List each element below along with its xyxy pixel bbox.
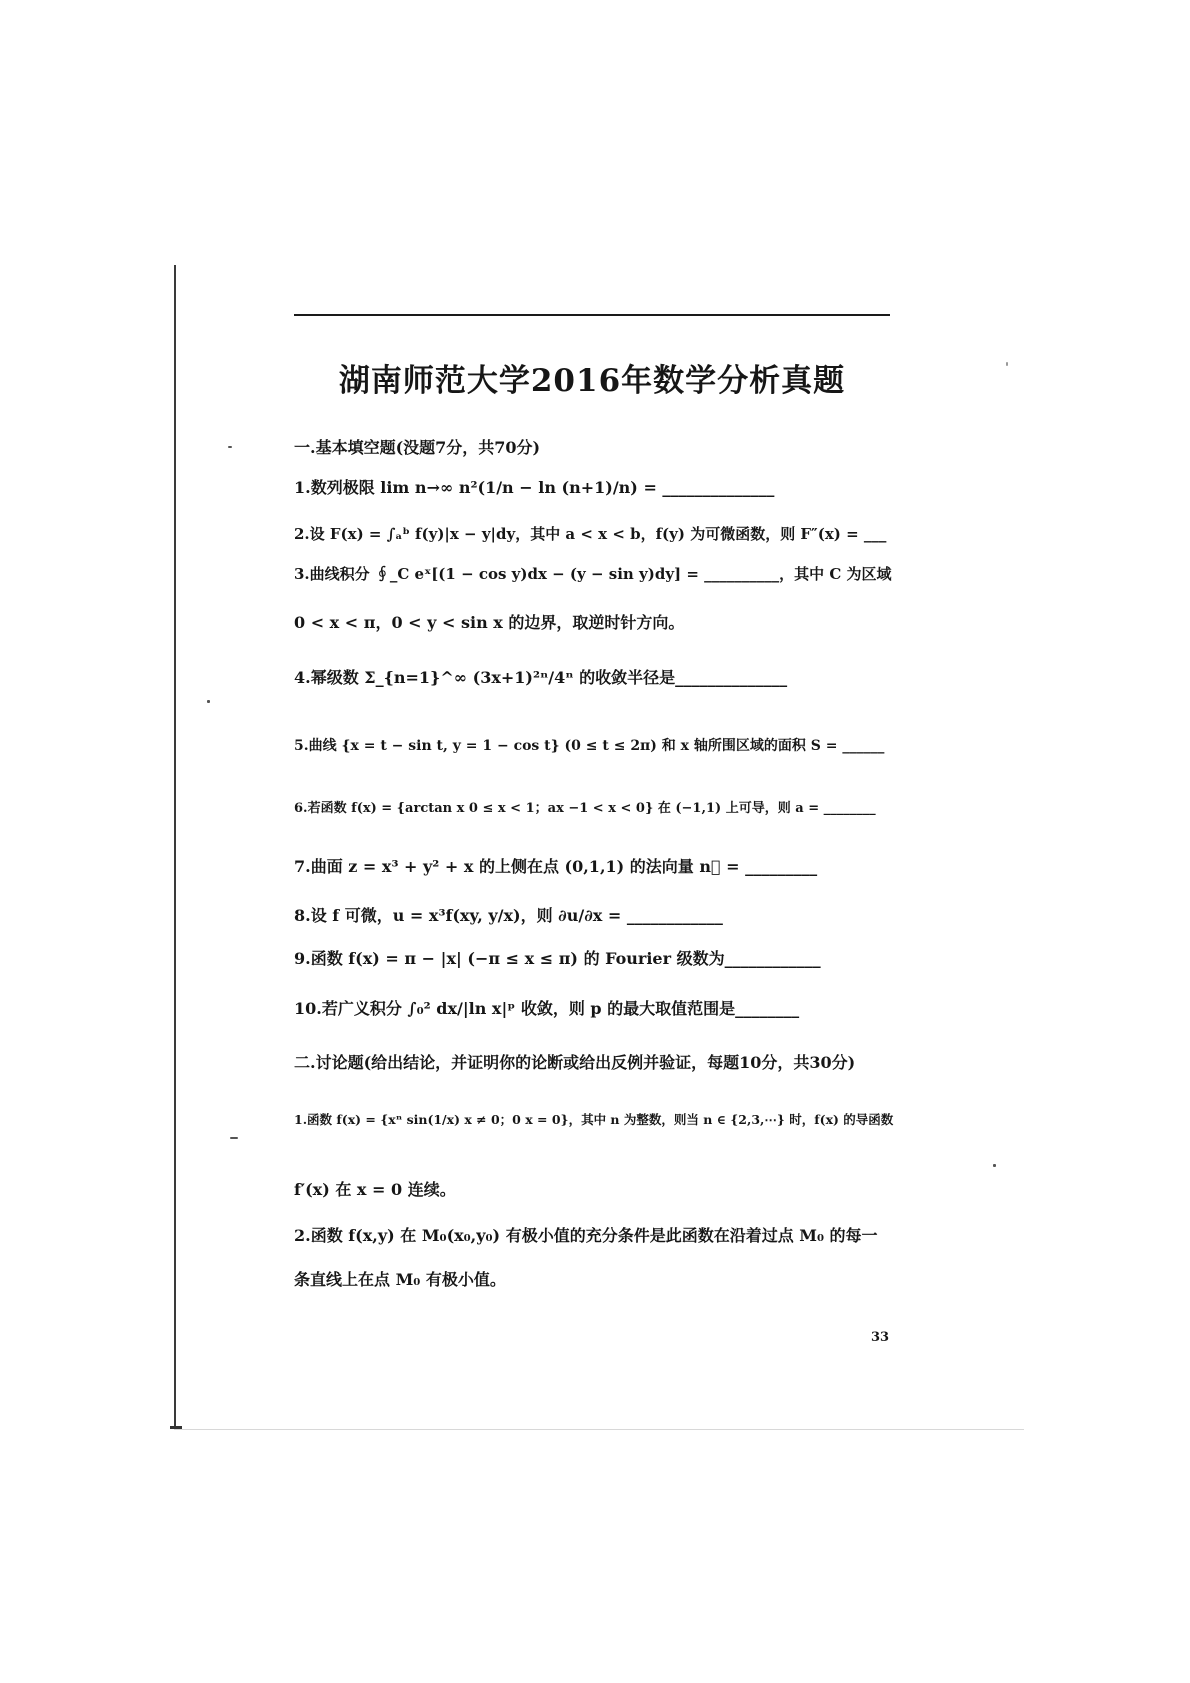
scan-speck xyxy=(1006,362,1008,366)
question-2: 2.设 F(x) = ∫ₐᵇ f(y)|x − y|dy，其中 a < x < b，f(y) 为可微函数，则 F″(x) = ___ xyxy=(294,525,887,543)
discussion-2: 2.函数 f(x,y) 在 M₀(x₀,y₀) 有极小值的充分条件是此函数在沿着过点 M₀ 的每一 xyxy=(294,1226,878,1245)
question-10: 10.若广义积分 ∫₀² dx/|ln x|ᵖ 收敛，则 p 的最大取值范围是________ xyxy=(294,999,800,1018)
header-rule xyxy=(294,314,890,316)
question-3: 3.曲线积分 ∮_C eˣ[(1 − cos y)dx − (y − sin y)dy] = __________，其中 C 为区域 xyxy=(294,565,892,583)
scan-speck xyxy=(993,1164,996,1167)
section-1-header: 一.基本填空题(没题7分，共70分) xyxy=(294,438,541,457)
section-2-header: 二.讨论题(给出结论，并证明你的论断或给出反例并验证，每题10分，共30分) xyxy=(294,1053,856,1072)
page-title: 湖南师范大学2016年数学分析真题 xyxy=(338,363,846,399)
discussion-2-continued: 条直线上在点 M₀ 有极小值。 xyxy=(294,1270,506,1289)
question-9: 9.函数 f(x) = π − |x| (−π ≤ x ≤ π) 的 Fourier 级数为____________ xyxy=(294,949,821,968)
scan-speck xyxy=(207,700,210,703)
question-7: 7.曲面 z = x³ + y² + x 的上侧在点 (0,1,1) 的法向量 n⃗ = _________ xyxy=(294,857,818,876)
discussion-1-continued: f′(x) 在 x = 0 连续。 xyxy=(294,1180,456,1199)
scan-bottom-edge xyxy=(174,1429,1024,1430)
page-number: 33 xyxy=(871,1330,890,1345)
question-4: 4.幂级数 Σ_{n=1}^∞ (3x+1)²ⁿ/4ⁿ 的收敛半径是______________ xyxy=(294,668,788,687)
question-8: 8.设 f 可微，u = x³f(xy, y/x)，则 ∂u/∂x = ____________ xyxy=(294,906,723,925)
question-1: 1.数列极限 lim n→∞ n²(1/n − ln (n+1)/n) = ______________ xyxy=(294,478,775,497)
scan-speck xyxy=(230,1137,238,1139)
question-6: 6.若函数 f(x) = {arctan x 0 ≤ x < 1；ax −1 < x < 0} 在 (−1,1) 上可导，则 a = ________ xyxy=(294,801,876,816)
question-3-continued: 0 < x < π，0 < y < sin x 的边界，取逆时针方向。 xyxy=(294,613,685,632)
question-5: 5.曲线 {x = t − sin t, y = 1 − cos t} (0 ≤ t ≤ 2π) 和 x 轴所围区域的面积 S = ______ xyxy=(294,738,885,754)
discussion-1: 1.函数 f(x) = {xⁿ sin(1/x) x ≠ 0；0 x = 0}，其中 n 为整数，则当 n ∈ {2,3,⋯} 时，f(x) 的导函数 xyxy=(294,1112,894,1127)
scan-speck xyxy=(228,446,232,448)
scan-left-edge xyxy=(174,265,176,1430)
